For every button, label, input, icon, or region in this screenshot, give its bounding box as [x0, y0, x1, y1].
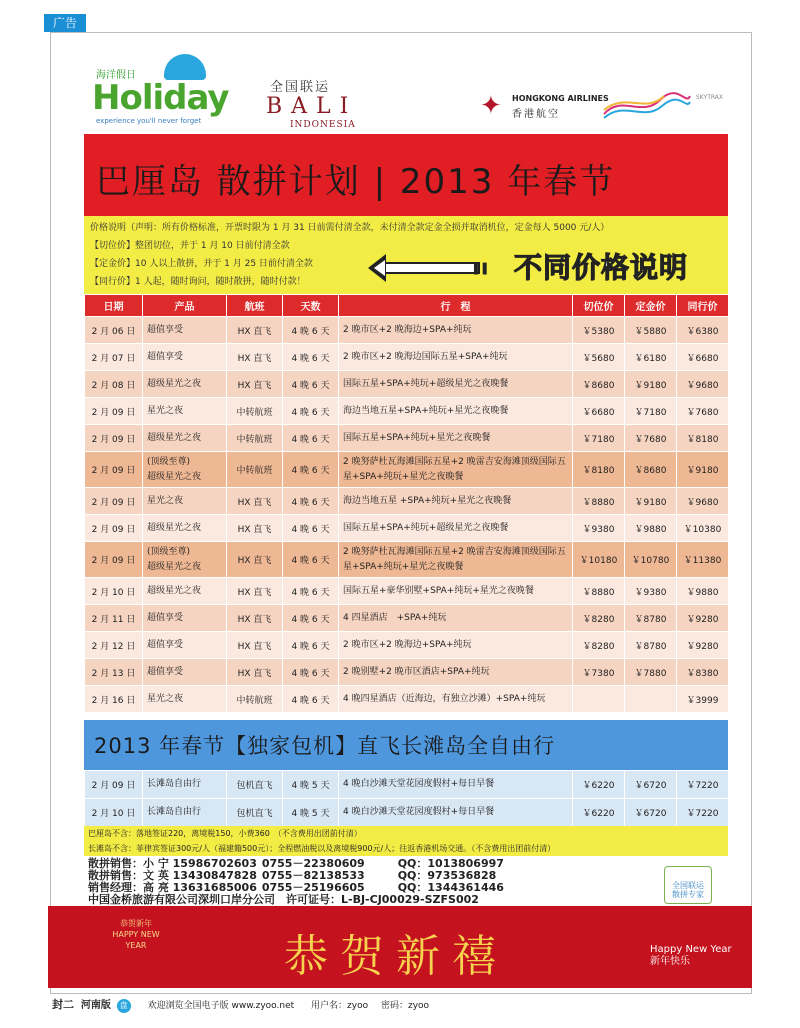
- row-product: 星光之夜: [143, 488, 227, 515]
- row-date: 2 月 09 日: [85, 515, 143, 542]
- row-flight: HX 直飞: [227, 542, 283, 578]
- row-block-price: ￥8280: [573, 605, 625, 632]
- page-footer: [52, 996, 752, 1012]
- contact-qq: QQ：1344361446: [397, 881, 504, 894]
- price-note: 【定金价】10 人以上散拼，并于 1 月 25 日前付清全款: [90, 259, 313, 269]
- row-product: 星光之夜: [143, 686, 227, 713]
- header-agent-price: 同行价: [677, 295, 729, 317]
- row-itinerary: 4 晚白沙滩天堂花园度假村+每日早餐: [339, 771, 573, 799]
- row-product: 超级星光之夜: [143, 578, 227, 605]
- row-flight: HX 直飞: [227, 488, 283, 515]
- row-flight: 包机直飞: [227, 771, 283, 799]
- row-days: 4 晚 6 天: [283, 686, 339, 713]
- row-agent-price: ￥9280: [677, 605, 729, 632]
- row-date: 2 月 09 日: [85, 488, 143, 515]
- row-agent-price: ￥6680: [677, 344, 729, 371]
- title-band: [84, 134, 728, 216]
- row-agent-price: ￥10380: [677, 515, 729, 542]
- username-label: 用户名：zyoo: [311, 1001, 369, 1011]
- price-note: 【切位价】整团切位，并于 1 月 10 日前付清全款: [90, 241, 290, 251]
- header-product: 产品: [143, 295, 227, 317]
- holiday-tagline: experience you'll never forget: [96, 117, 202, 125]
- page-number: 封二: [52, 998, 74, 1011]
- row-product: (顶级至尊) 超级星光之夜: [143, 542, 227, 578]
- row-date: 2 月 09 日: [85, 771, 143, 799]
- table-row: [85, 605, 729, 632]
- contact-role: 散拼销售：小 宁 15986702603: [88, 857, 257, 870]
- row-itinerary: 4 四星酒店 +SPA+纯玩: [339, 605, 573, 632]
- row-block-price: ￥7380: [573, 659, 625, 686]
- row-block-price: ￥6220: [573, 771, 625, 799]
- row-agent-price: ￥6380: [677, 317, 729, 344]
- greeting-main: 恭贺新禧: [284, 931, 508, 982]
- table-row: [85, 488, 729, 515]
- row-days: 4 晚 6 天: [283, 371, 339, 398]
- fee-note: 长滩岛不含：菲律宾签证300元/人（福建籍500元）；全程燃油税以及离境税900元/人；往返香港机场交通。（不含费用出团前付清）: [88, 844, 556, 853]
- table-row: [85, 344, 729, 371]
- row-days: 4 晚 6 天: [283, 344, 339, 371]
- row-flight: HX 直飞: [227, 371, 283, 398]
- row-itinerary: 2 晚努萨杜瓦海滩国际五星+2 晚雷吉安海滩顶级国际五星+SPA+纯玩+星光之夜晚餐: [339, 452, 573, 488]
- row-itinerary: 海边当地五星 +SPA+纯玩+星光之夜晚餐: [339, 488, 573, 515]
- row-date: 2 月 09 日: [85, 398, 143, 425]
- row-deposit-price: ￥6180: [625, 344, 677, 371]
- row-deposit-price: ￥7680: [625, 425, 677, 452]
- row-flight: 中转航班: [227, 686, 283, 713]
- row-deposit-price: ￥9880: [625, 515, 677, 542]
- website-link[interactable]: 欢迎浏览全国电子版 www.zyoo.net: [147, 1001, 295, 1011]
- row-block-price: ￥7180: [573, 425, 625, 452]
- specialist-badge: [664, 866, 712, 904]
- row-itinerary: 2 晚别墅+2 晚市区酒店+SPA+纯玩: [339, 659, 573, 686]
- row-date: 2 月 09 日: [85, 425, 143, 452]
- row-agent-price: ￥7680: [677, 398, 729, 425]
- row-date: 2 月 11 日: [85, 605, 143, 632]
- row-flight: 中转航班: [227, 452, 283, 488]
- company-line: 中国金桥旅游有限公司深圳口岸分公司 许可证号：L-BJ-CJ00029-SZFS002: [88, 893, 479, 906]
- contact-role: 销售经理：高 亮 13631685006: [88, 881, 257, 894]
- row-agent-price: ￥9880: [677, 578, 729, 605]
- hk-airlines-name-en: HONGKONG AIRLINES: [512, 94, 609, 103]
- header-flight: 航班: [227, 295, 283, 317]
- row-days: 4 晚 5 天: [283, 799, 339, 827]
- row-block-price: ￥9380: [573, 515, 625, 542]
- page-title: 巴厘岛 散拼计划 | 2013 年春节: [96, 162, 616, 202]
- contact-qq: QQ：973536828: [397, 869, 497, 882]
- row-deposit-price: ￥8780: [625, 632, 677, 659]
- table-row: [85, 452, 729, 488]
- row-block-price: ￥8680: [573, 371, 625, 398]
- holiday-logo: Holiday: [92, 78, 229, 118]
- hong-kong-airlines-icon: ✦: [480, 91, 502, 121]
- row-block-price: ￥8880: [573, 578, 625, 605]
- row-date: 2 月 12 日: [85, 632, 143, 659]
- row-days: 4 晚 6 天: [283, 542, 339, 578]
- table-row: [85, 515, 729, 542]
- row-days: 4 晚 6 天: [283, 425, 339, 452]
- row-deposit-price: ￥9180: [625, 371, 677, 398]
- row-deposit-price: ￥7180: [625, 398, 677, 425]
- row-itinerary: 2 晚市区+2 晚海边国际五星+SPA+纯玩: [339, 344, 573, 371]
- row-deposit-price: ￥8680: [625, 452, 677, 488]
- table-row: [85, 686, 729, 713]
- row-product: 长滩岛自由行: [143, 799, 227, 827]
- row-product: 超级星光之夜: [143, 515, 227, 542]
- badge-line: 散拼专家: [672, 890, 704, 899]
- greeting-right-cn: 新年快乐: [650, 956, 690, 967]
- hk-airlines-name-cn: 香港航空: [512, 109, 560, 120]
- fee-note: 巴厘岛不含：落地签证220，离境税150，小费360 （不含费用出团前付清）: [88, 829, 362, 838]
- row-agent-price: ￥9680: [677, 371, 729, 398]
- header-date: 日期: [85, 295, 143, 317]
- hong-kong-brand-icon: [602, 88, 692, 122]
- row-agent-price: ￥3999: [677, 686, 729, 713]
- row-deposit-price: ￥6720: [625, 771, 677, 799]
- row-flight: HX 直飞: [227, 515, 283, 542]
- row-product: 超级星光之夜: [143, 425, 227, 452]
- row-date: 2 月 10 日: [85, 578, 143, 605]
- row-date: 2 月 08 日: [85, 371, 143, 398]
- row-block-price: ￥8180: [573, 452, 625, 488]
- badge-line: 全国联运: [672, 881, 704, 890]
- row-agent-price: ￥7220: [677, 799, 729, 827]
- table-row: [85, 317, 729, 344]
- contact-phone: 0755－25196605: [261, 881, 365, 894]
- row-days: 4 晚 6 天: [283, 452, 339, 488]
- row-flight: HX 直飞: [227, 632, 283, 659]
- row-date: 2 月 10 日: [85, 799, 143, 827]
- row-product: 超值享受: [143, 344, 227, 371]
- table-row: [85, 578, 729, 605]
- row-deposit-price: ￥9180: [625, 488, 677, 515]
- table-row: [85, 398, 729, 425]
- row-product: 超值享受: [143, 317, 227, 344]
- price-notes: [84, 216, 728, 294]
- row-date: 2 月 07 日: [85, 344, 143, 371]
- row-flight: 中转航班: [227, 398, 283, 425]
- greeting-right-en: Happy New Year: [650, 944, 732, 955]
- row-block-price: ￥8880: [573, 488, 625, 515]
- header-days: 天数: [283, 295, 339, 317]
- header-block-price: 切位价: [573, 295, 625, 317]
- row-agent-price: ￥9680: [677, 488, 729, 515]
- charter-table: [84, 770, 729, 827]
- row-product: 超值享受: [143, 632, 227, 659]
- row-block-price: ￥10180: [573, 542, 625, 578]
- contact-phone: 0755－22380609: [261, 857, 365, 870]
- pricing-table: [84, 294, 729, 713]
- table-header-row: [85, 295, 729, 317]
- row-days: 4 晚 6 天: [283, 515, 339, 542]
- table-row: [85, 425, 729, 452]
- header-deposit-price: 定金价: [625, 295, 677, 317]
- row-product: (顶级至尊) 超级星光之夜: [143, 452, 227, 488]
- row-itinerary: 4 晚白沙滩天堂花园度假村+每日早餐: [339, 799, 573, 827]
- skytrax-logo: SKYTRAX: [696, 94, 723, 101]
- row-days: 4 晚 5 天: [283, 771, 339, 799]
- row-agent-price: ￥7220: [677, 771, 729, 799]
- table-row: [85, 659, 729, 686]
- price-note: 价格说明（声明：所有价格标准，开票时限为 1 月 31 日前需付清全款，未付清全款定金全损并取消机位，定金每人 5000 元/人）: [90, 223, 610, 233]
- table-row: [85, 371, 729, 398]
- row-block-price: ￥5680: [573, 344, 625, 371]
- umbrella-icon: [164, 54, 206, 80]
- table-row: [85, 542, 729, 578]
- row-days: 4 晚 6 天: [283, 659, 339, 686]
- row-days: 4 晚 6 天: [283, 317, 339, 344]
- greeting-left: [106, 918, 166, 951]
- row-agent-price: ￥11380: [677, 542, 729, 578]
- contact-phone: 0755－82138533: [261, 869, 365, 882]
- row-flight: HX 直飞: [227, 317, 283, 344]
- row-flight: HX 直飞: [227, 578, 283, 605]
- row-agent-price: ￥8180: [677, 425, 729, 452]
- logo-bar: [82, 44, 742, 132]
- section-tag: 广告: [44, 14, 86, 32]
- row-days: 4 晚 6 天: [283, 488, 339, 515]
- row-deposit-price: ￥7880: [625, 659, 677, 686]
- row-date: 2 月 16 日: [85, 686, 143, 713]
- row-flight: HX 直飞: [227, 605, 283, 632]
- edition-icon: 盘: [117, 999, 131, 1013]
- greeting-left-cn: 恭贺新年: [120, 919, 152, 928]
- row-date: 2 月 06 日: [85, 317, 143, 344]
- row-itinerary: 国际五星+SPA+纯玩+超级星光之夜晚餐: [339, 515, 573, 542]
- table-row: [85, 799, 729, 827]
- arrow-left-icon: [384, 262, 480, 274]
- row-deposit-price: [625, 686, 677, 713]
- row-flight: HX 直飞: [227, 659, 283, 686]
- row-product: 超级星光之夜: [143, 371, 227, 398]
- row-deposit-price: ￥10780: [625, 542, 677, 578]
- table-row: [85, 771, 729, 799]
- row-block-price: ￥6680: [573, 398, 625, 425]
- greeting-left-en: HAPPY NEW YEAR: [112, 930, 160, 950]
- holiday-logo-cn: 海洋假日: [96, 70, 136, 81]
- table-row: [85, 632, 729, 659]
- row-itinerary: 海边当地五星+SPA+纯玩+星光之夜晚餐: [339, 398, 573, 425]
- row-days: 4 晚 6 天: [283, 398, 339, 425]
- greeting-right: [650, 944, 732, 968]
- row-days: 4 晚 6 天: [283, 605, 339, 632]
- row-block-price: ￥6220: [573, 799, 625, 827]
- row-block-price: ￥5380: [573, 317, 625, 344]
- row-itinerary: 国际五星+SPA+纯玩+超级星光之夜晚餐: [339, 371, 573, 398]
- row-itinerary: 2 晚市区+2 晚海边+SPA+纯玩: [339, 632, 573, 659]
- row-days: 4 晚 6 天: [283, 632, 339, 659]
- row-product: 超值享受: [143, 659, 227, 686]
- row-agent-price: ￥9180: [677, 452, 729, 488]
- row-product: 长滩岛自由行: [143, 771, 227, 799]
- charter-title: 2013 年春节【独家包机】直飞长滩岛全自由行: [94, 734, 556, 758]
- charter-band: [84, 720, 728, 770]
- password-label: 密码：zyoo: [380, 1001, 430, 1011]
- price-callout: 不同价格说明: [514, 251, 689, 284]
- row-itinerary: 国际五星+豪华别墅+SPA+纯玩+星光之夜晚餐: [339, 578, 573, 605]
- row-itinerary: 国际五星+SPA+纯玩+星光之夜晚餐: [339, 425, 573, 452]
- bali-logo: BALI: [266, 94, 358, 119]
- row-date: 2 月 09 日: [85, 452, 143, 488]
- row-itinerary: 2 晚努萨杜瓦海滩国际五星+2 晚雷吉安海滩顶级国际五星+SPA+纯玩+星光之夜晚餐: [339, 542, 573, 578]
- arrow-ticks-icon: ▌▌: [474, 264, 492, 275]
- row-deposit-price: ￥6720: [625, 799, 677, 827]
- bali-logo-sub: INDONESIA: [290, 120, 356, 130]
- new-year-banner: [48, 906, 752, 988]
- row-flight: HX 直飞: [227, 344, 283, 371]
- sales-contacts: [88, 858, 648, 906]
- row-agent-price: ￥8380: [677, 659, 729, 686]
- row-deposit-price: ￥9380: [625, 578, 677, 605]
- row-days: 4 晚 6 天: [283, 578, 339, 605]
- excluded-fees: [84, 826, 728, 856]
- row-flight: 中转航班: [227, 425, 283, 452]
- row-block-price: ￥8280: [573, 632, 625, 659]
- row-itinerary: 4 晚四星酒店（近海边，有独立沙滩）+SPA+纯玩: [339, 686, 573, 713]
- row-flight: 包机直飞: [227, 799, 283, 827]
- row-product: 星光之夜: [143, 398, 227, 425]
- row-date: 2 月 13 日: [85, 659, 143, 686]
- contact-role: 散拼销售：文 英 13430847828: [88, 869, 257, 882]
- row-agent-price: ￥9280: [677, 632, 729, 659]
- row-product: 超值享受: [143, 605, 227, 632]
- row-date: 2 月 09 日: [85, 542, 143, 578]
- contact-qq: QQ：1013806997: [397, 857, 504, 870]
- header-itinerary: 行 程: [339, 295, 573, 317]
- price-note: 【同行价】1 人起，随时询问，随时散拼，随时付款！: [90, 277, 306, 287]
- row-deposit-price: ￥8780: [625, 605, 677, 632]
- edition-label: 河南版: [80, 1000, 111, 1011]
- row-block-price: [573, 686, 625, 713]
- bali-logo-cn: 全国联运: [270, 80, 331, 95]
- row-itinerary: 2 晚市区+2 晚海边+SPA+纯玩: [339, 317, 573, 344]
- row-deposit-price: ￥5880: [625, 317, 677, 344]
